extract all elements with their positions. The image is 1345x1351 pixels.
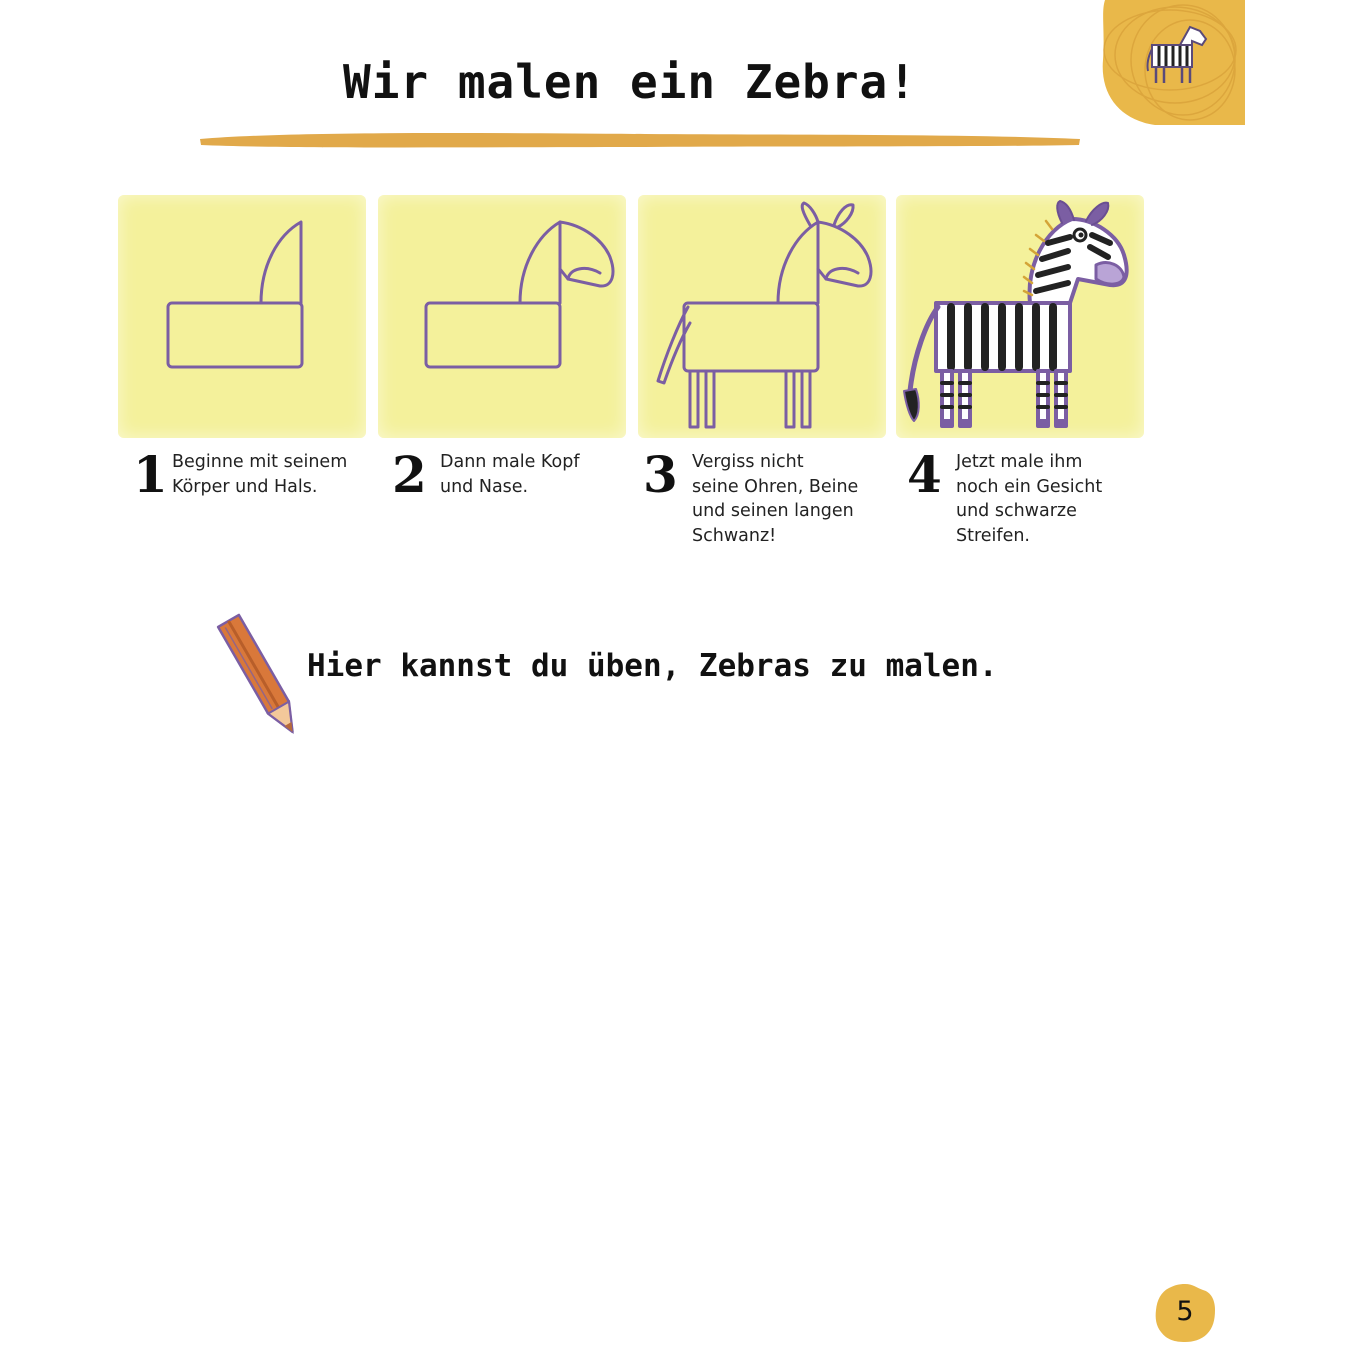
step-4-illustration [896,195,1144,438]
practice-instruction: Hier kannst du üben, Zebras zu malen. [307,648,998,684]
step-number: 1 [133,445,168,504]
step-3-illustration [638,195,886,438]
page-number-badge [1153,1282,1217,1346]
page-title: Wir malen ein Zebra! [343,55,917,109]
page-number: 5 [1176,1296,1194,1327]
pencil-icon [212,612,312,747]
step-text: Dann male Kopf und Nase. [440,452,580,497]
step-number: 2 [392,445,427,504]
step-1-illustration [118,195,366,438]
step-number: 3 [643,445,678,504]
step-2-illustration [378,195,626,438]
title-underline-stroke [195,125,1085,155]
step-text: Jetzt male ihm noch ein Gesicht und schwarze Streifen. [956,452,1103,546]
step-text: Beginne mit seinem Körper und Hals. [172,452,348,497]
step-text: Vergiss nicht seine Ohren, Beine und seinen langen Schwanz! [692,452,859,546]
step-number: 4 [907,445,942,504]
